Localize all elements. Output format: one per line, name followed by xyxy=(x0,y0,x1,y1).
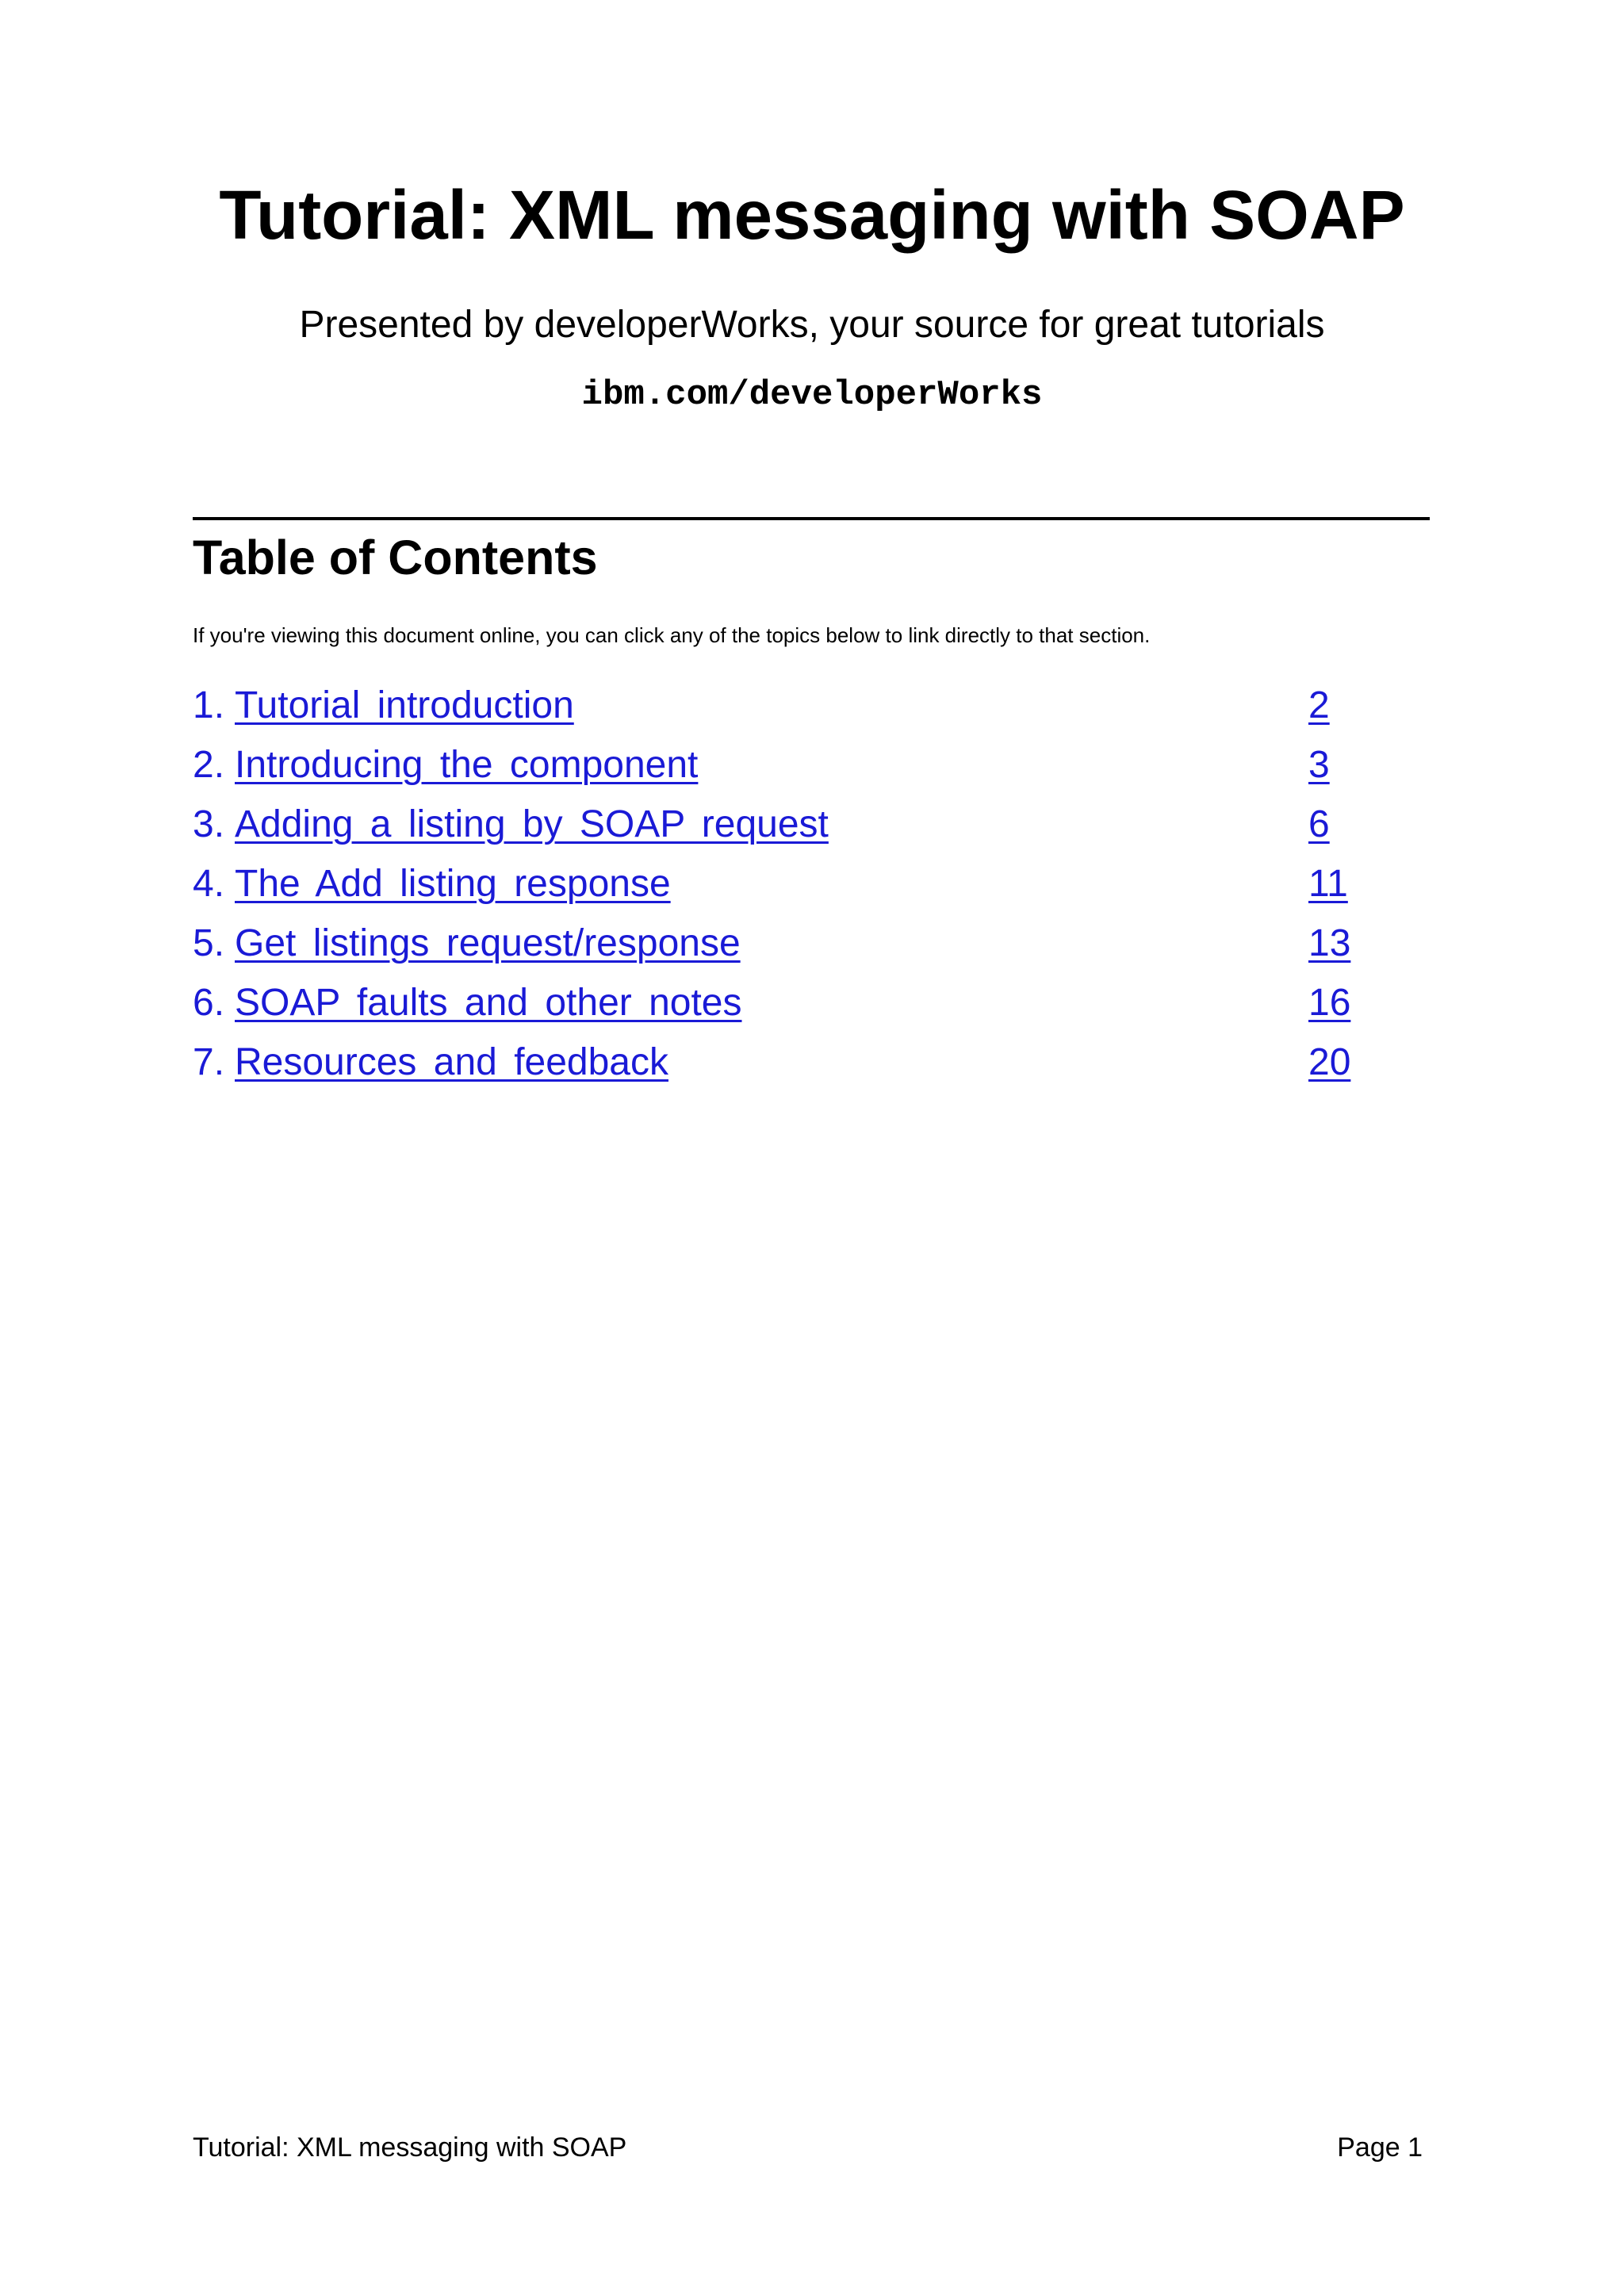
footer-title: Tutorial: XML messaging with SOAP xyxy=(193,2132,627,2163)
toc-item xyxy=(193,920,1382,979)
toc-item xyxy=(193,801,1382,860)
toc-item xyxy=(193,860,1382,920)
toc-item-link[interactable]: Adding a listing by SOAP request xyxy=(235,803,829,845)
toc-item-number: 3. xyxy=(193,803,225,845)
toc-item-link[interactable]: SOAP faults and other notes xyxy=(235,982,742,1024)
toc-item-page-link[interactable]: 6 xyxy=(1308,803,1330,845)
site-name: ibm.com/developerWorks xyxy=(581,375,1043,415)
toc-item-number: 5. xyxy=(193,922,225,964)
document-title: Tutorial: XML messaging with SOAP xyxy=(219,177,1405,254)
toc-item xyxy=(193,682,1382,741)
toc-item xyxy=(193,1039,1382,1098)
toc-note: If you're viewing this document online, you can click any of the topics below to link directly to that section. xyxy=(193,623,1151,647)
toc-item xyxy=(193,979,1382,1039)
toc-item-link[interactable]: Introducing the component xyxy=(235,744,699,786)
document-subtitle: Presented by developerWorks, your source for great tutorials xyxy=(299,304,1325,346)
toc-item-page-link[interactable]: 20 xyxy=(1308,1041,1351,1083)
toc-item-number: 1. xyxy=(193,684,225,726)
toc-heading: Table of Contents xyxy=(193,531,598,584)
toc-item-number: 2. xyxy=(193,744,225,786)
toc-item-page-link[interactable]: 13 xyxy=(1308,922,1351,964)
toc-item-number: 4. xyxy=(193,863,225,905)
toc-item-number: 7. xyxy=(193,1041,225,1083)
toc-list xyxy=(193,682,1382,1098)
toc-item-page-link[interactable]: 3 xyxy=(1308,744,1330,786)
toc-item-link[interactable]: The Add listing response xyxy=(235,863,671,905)
toc-item-link[interactable]: Tutorial introduction xyxy=(235,684,574,726)
footer-page-number: Page 1 xyxy=(1337,2132,1423,2163)
toc-item-page-link[interactable]: 11 xyxy=(1308,863,1348,905)
toc-item-number: 6. xyxy=(193,982,225,1024)
toc-item-page-link[interactable]: 2 xyxy=(1308,684,1330,726)
toc-item xyxy=(193,741,1382,801)
toc-item-link[interactable]: Resources and feedback xyxy=(235,1041,668,1083)
toc-item-link[interactable]: Get listings request/response xyxy=(235,922,741,964)
toc-item-page-link[interactable]: 16 xyxy=(1308,982,1351,1024)
section-divider xyxy=(193,517,1430,520)
